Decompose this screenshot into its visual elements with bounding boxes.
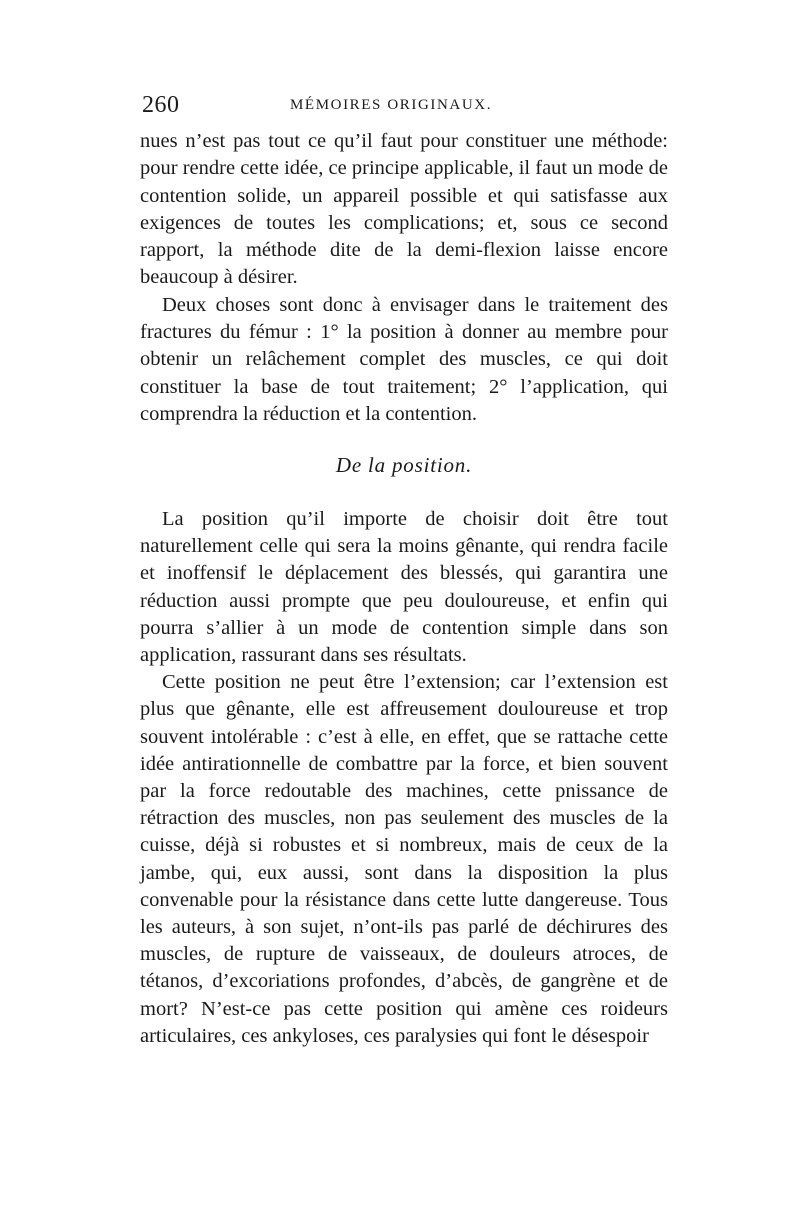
page-number: 260	[142, 92, 180, 118]
paragraph-continuation: nues n’est pas tout ce qu’il faut pour constituer une méthode: pour rendre cette idée, ce principe applicable, il faut un mode de contention solide, un appareil possible et qui satisfasse aux exigences de toutes les complications; et, sous ce second rapport, la méthode dite de la demi-flexion laisse encore beaucoup à désirer.	[140, 130, 668, 289]
running-head	[140, 92, 670, 126]
paragraph: Cette position ne peut être l’extension; car l’extension est plus que gênante, elle est affreusement douloureuse et trop souvent intolérable : c’est à elle, en effet, que se rattache cette idée antirationnelle de combattre par la force, et bien souvent par la force redoutable des machines, cette pnissance de rétraction des muscles, non pas seulement des muscles de la cuisse, déjà si robustes et si nombreux, mais de ceux de la jambe, qui, eux aussi, sont dans la disposition la plus convenable pour la résistance dans cette lutte dangereuse. Tous les auteurs, à son sujet, n’ont-ils pas parlé de déchirures des muscles, de rupture de vaisseaux, de douleurs atroces, de tétanos, d’excoriations profondes, d’abcès, de gangrène et de mort? N’est-ce pas cette position qui amène ces roideurs articulaires, ces ankyloses, ces paralysies qui font le désespoir	[140, 671, 668, 1047]
running-title: MÉMOIRES ORIGINAUX.	[290, 97, 493, 113]
text-block-bottom	[140, 506, 668, 1050]
paragraph: La position qu’il importe de choisir doit être tout naturellement celle qui sera la moins gênante, qui rendra facile et inoffensif le déplacement des blessés, qui garantira une réduction aussi prompte que peu douloureuse, et enfin qui pourra s’allier à un mode de contention simple dans son application, rassurant dans ses résultats.	[140, 508, 668, 667]
paragraph: Deux choses sont donc à envisager dans le traitement des fractures du fémur : 1° la position à donner au membre pour obtenir un relâchement complet des muscles, ce qui doit constituer la base de tout traitement; 2° l’application, qui comprendra la réduction et la contention.	[140, 293, 668, 425]
section-heading: De la position.	[335, 453, 473, 477]
text-block-top	[140, 128, 668, 428]
